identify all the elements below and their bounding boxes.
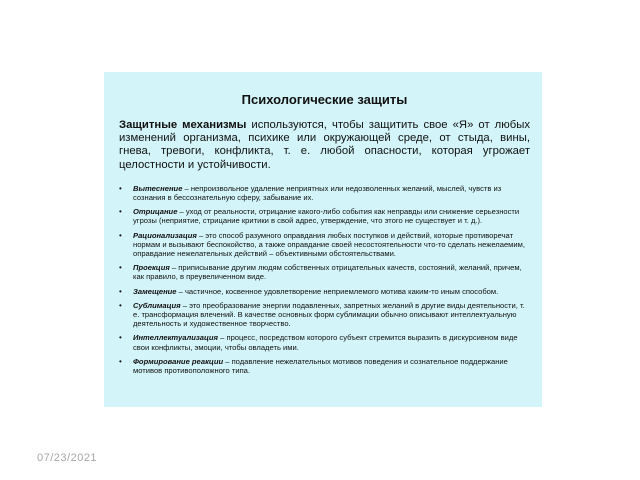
item-text: – непроизвольное удаление неприятных или недозволенных желаний, мыслей, чувств из сознания в бессознательную сферу, забывание их.: [133, 183, 502, 203]
list-item: [119, 357, 530, 375]
item-text: – процесс, посредством которого субъект стремится выразить в дискурсивном виде свои конфликты, эмоции, чтобы овладеть ими.: [133, 333, 518, 352]
list-item: [119, 333, 530, 351]
list-item: [119, 207, 530, 225]
item-term: Отрицание: [133, 207, 178, 217]
defense-list: [119, 184, 530, 375]
bullet-icon: •: [119, 207, 122, 217]
item-term: Вытеснение: [133, 183, 183, 193]
item-text: – подавление нежелательных мотивов поведения и сознательное поддержание мотивов противоположного типа.: [133, 356, 508, 376]
bullet-icon: •: [119, 356, 122, 366]
intro-text: используются, чтобы защитить свое «Я» от любых изменений организма, психике или окружающей среде, от стыда, вины, гнева, тревоги, конфликта, т. е. любой опасности, которая угрожает целостности и устойчивости.: [119, 119, 530, 171]
bullet-icon: •: [119, 300, 122, 310]
list-item: [119, 301, 530, 329]
list-item: [119, 287, 530, 296]
item-term: Замещение: [133, 286, 177, 296]
bullet-icon: •: [119, 286, 122, 296]
item-term: Сублимация: [133, 300, 181, 310]
bullet-icon: •: [119, 333, 122, 343]
item-text: – уход от реальности, отрицание какого-либо события как неправды или снижение серьезности угрозы (неприятие, стрицание критики в свой адрес, утверждение, что этого не существует и т. д.).: [133, 207, 520, 226]
list-item: [119, 231, 530, 259]
intro-paragraph: [119, 119, 530, 172]
item-text: – это способ разумного оправдания любых поступков и действий, которые противоречат нормам и вызывают беспокойство, а также оправдание своей несостоятельности что-то сделать нежелаемим, оправдание нежелательных действий – объективными обстоятельствами.: [133, 230, 525, 259]
intro-lead: Защитные механизмы: [119, 119, 247, 131]
slide-title: Психологические защиты: [241, 92, 408, 107]
bullet-icon: •: [119, 230, 122, 240]
bullet-icon: •: [119, 183, 122, 193]
list-item: [119, 184, 530, 202]
item-term: Интеллектуализация: [133, 333, 219, 343]
slide-panel: [104, 72, 542, 407]
footer-date: 07/23/2021: [37, 452, 98, 464]
item-text: – это преобразование энергии подавленных, запретных желаний в другие виды деятельности, т. е. трансформация влечений. В качестве основных форм сублимации обычно описывают интеллектуальную деятельность и художественное творчество.: [133, 300, 525, 329]
item-term: Формирование реакции: [133, 356, 224, 366]
bullet-icon: •: [119, 263, 122, 273]
item-text: – приписывание другим людям собственных отрицательных качеств, состояний, желаний, причем, как правило, в преувеличенном виде.: [133, 263, 522, 282]
item-term: Рационализация: [133, 230, 197, 240]
list-item: [119, 263, 530, 281]
item-term: Проекция: [133, 263, 170, 273]
item-text: – частичное, косвенное удовлетворение неприемлемого мотива каким-то иным способом.: [176, 286, 499, 296]
